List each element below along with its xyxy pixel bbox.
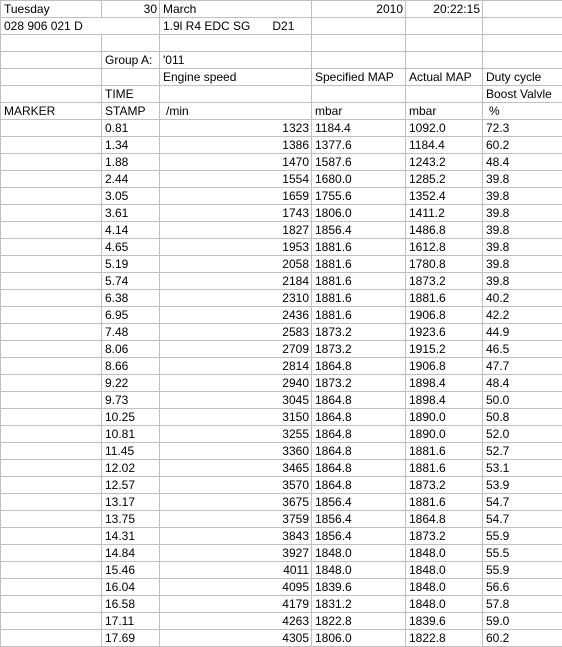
cell-time-stamp[interactable]: 10.25 bbox=[102, 409, 160, 426]
cell-actual-map[interactable]: 1848.0 bbox=[406, 545, 483, 562]
cell-duty-cycle[interactable]: 57.8 bbox=[483, 596, 562, 613]
col-engine-speed-title[interactable]: Engine speed bbox=[160, 69, 312, 86]
cell-engine-speed[interactable]: 2058 bbox=[160, 256, 312, 273]
cell-time-stamp[interactable]: 4.14 bbox=[102, 222, 160, 239]
cell-actual-map[interactable]: 1184.4 bbox=[406, 137, 483, 154]
cell-actual-map[interactable]: 1839.6 bbox=[406, 613, 483, 630]
cell-empty[interactable] bbox=[406, 52, 483, 69]
cell-year[interactable]: 2010 bbox=[312, 1, 406, 18]
cell-engine-speed[interactable]: 4263 bbox=[160, 613, 312, 630]
cell-specified-map[interactable]: 1806.0 bbox=[312, 205, 406, 222]
cell-engine-speed[interactable]: 1827 bbox=[160, 222, 312, 239]
cell-specified-map[interactable]: 1377.6 bbox=[312, 137, 406, 154]
cell-marker[interactable] bbox=[1, 545, 102, 562]
cell-engine-speed[interactable]: 2583 bbox=[160, 324, 312, 341]
table-row bbox=[1, 154, 562, 171]
cell-specified-map[interactable]: 1864.8 bbox=[312, 477, 406, 494]
cell-specified-map[interactable]: 1864.8 bbox=[312, 409, 406, 426]
cell-duty-cycle[interactable]: 47.7 bbox=[483, 358, 562, 375]
cell-specified-map[interactable]: 1831.2 bbox=[312, 596, 406, 613]
cell-duty-cycle[interactable]: 72.3 bbox=[483, 120, 562, 137]
cell-engine-speed[interactable]: 3255 bbox=[160, 426, 312, 443]
cell-actual-map[interactable]: 1486.8 bbox=[406, 222, 483, 239]
cell-marker[interactable] bbox=[1, 443, 102, 460]
cell-empty[interactable] bbox=[483, 35, 562, 52]
cell-actual-map[interactable]: 1881.6 bbox=[406, 443, 483, 460]
cell-specified-map[interactable]: 1587.6 bbox=[312, 154, 406, 171]
cell-marker[interactable] bbox=[1, 630, 102, 647]
cell-month[interactable]: March bbox=[160, 1, 312, 18]
col-stamp-title[interactable]: STAMP bbox=[102, 103, 160, 120]
col-specified-map-title[interactable]: Specified MAP bbox=[312, 69, 406, 86]
cell-engine-speed[interactable]: 4011 bbox=[160, 562, 312, 579]
cell-specified-map[interactable]: 1864.8 bbox=[312, 460, 406, 477]
table-row bbox=[1, 511, 562, 528]
cell-actual-map[interactable]: 1822.8 bbox=[406, 630, 483, 647]
cell-marker[interactable] bbox=[1, 596, 102, 613]
cell-specified-map[interactable]: 1864.8 bbox=[312, 392, 406, 409]
cell-group-value[interactable]: '011 bbox=[160, 52, 312, 69]
cell-time-stamp[interactable]: 2.44 bbox=[102, 171, 160, 188]
cell-specified-map[interactable]: 1873.2 bbox=[312, 324, 406, 341]
cell-actual-map[interactable]: 1873.2 bbox=[406, 273, 483, 290]
cell-time-stamp[interactable]: 14.31 bbox=[102, 528, 160, 545]
cell-empty[interactable] bbox=[483, 52, 562, 69]
cell-marker[interactable] bbox=[1, 375, 102, 392]
cell-specified-map[interactable]: 1755.6 bbox=[312, 188, 406, 205]
cell-time-stamp[interactable]: 16.58 bbox=[102, 596, 160, 613]
cell-engine-speed[interactable]: 4179 bbox=[160, 596, 312, 613]
col-marker-title[interactable]: MARKER bbox=[1, 103, 102, 120]
cell-empty[interactable] bbox=[102, 69, 160, 86]
cell-duty-cycle[interactable]: 50.8 bbox=[483, 409, 562, 426]
cell-engine-speed[interactable]: 3150 bbox=[160, 409, 312, 426]
cell-time-stamp[interactable]: 16.04 bbox=[102, 579, 160, 596]
cell-time-stamp[interactable]: 7.48 bbox=[102, 324, 160, 341]
cell-marker[interactable] bbox=[1, 290, 102, 307]
cell-empty[interactable] bbox=[312, 35, 406, 52]
cell-marker[interactable] bbox=[1, 511, 102, 528]
cell-empty[interactable] bbox=[1, 52, 102, 69]
cell-marker[interactable] bbox=[1, 613, 102, 630]
table-row bbox=[1, 205, 562, 222]
cell-engine-speed[interactable]: 1743 bbox=[160, 205, 312, 222]
cell-duty-cycle[interactable]: 55.9 bbox=[483, 528, 562, 545]
col-duty-cycle-title[interactable]: Duty cycle bbox=[483, 69, 562, 86]
cell-actual-map[interactable]: 1906.8 bbox=[406, 358, 483, 375]
cell-duty-cycle[interactable]: 39.8 bbox=[483, 256, 562, 273]
cell-duty-cycle[interactable]: 50.0 bbox=[483, 392, 562, 409]
cell-duty-cycle[interactable]: 42.2 bbox=[483, 307, 562, 324]
unit-percent: % bbox=[489, 104, 500, 118]
cell-empty[interactable] bbox=[483, 18, 562, 35]
cell-duty-cycle[interactable]: 46.5 bbox=[483, 341, 562, 358]
cell-time-stamp[interactable]: 1.88 bbox=[102, 154, 160, 171]
cell-engine-speed[interactable]: 3360 bbox=[160, 443, 312, 460]
cell-empty[interactable] bbox=[483, 1, 562, 18]
cell-actual-map[interactable]: 1092.0 bbox=[406, 120, 483, 137]
cell-marker[interactable] bbox=[1, 562, 102, 579]
cell-specified-map[interactable]: 1806.0 bbox=[312, 630, 406, 647]
cell-actual-map[interactable]: 1864.8 bbox=[406, 511, 483, 528]
cell-actual-map[interactable]: 1848.0 bbox=[406, 579, 483, 596]
cell-actual-map[interactable]: 1915.2 bbox=[406, 341, 483, 358]
cell-engine-speed[interactable]: 1323 bbox=[160, 120, 312, 137]
cell-actual-map[interactable]: 1881.6 bbox=[406, 494, 483, 511]
cell-duty-cycle[interactable]: 48.4 bbox=[483, 375, 562, 392]
cell-engine-speed[interactable]: 1659 bbox=[160, 188, 312, 205]
col-duty-cycle-unit[interactable] bbox=[483, 103, 562, 120]
cell-time-stamp[interactable]: 5.19 bbox=[102, 256, 160, 273]
cell-marker[interactable] bbox=[1, 120, 102, 137]
cell-marker[interactable] bbox=[1, 528, 102, 545]
table-row bbox=[1, 375, 562, 392]
table-row bbox=[1, 409, 562, 426]
cell-duty-cycle[interactable]: 60.2 bbox=[483, 630, 562, 647]
cell-specified-map[interactable]: 1184.4 bbox=[312, 120, 406, 137]
cell-duty-cycle[interactable]: 55.5 bbox=[483, 545, 562, 562]
cell-engine-speed[interactable]: 1386 bbox=[160, 137, 312, 154]
cell-actual-map[interactable]: 1873.2 bbox=[406, 477, 483, 494]
cell-specified-map[interactable]: 1822.8 bbox=[312, 613, 406, 630]
cell-duty-cycle[interactable]: 55.9 bbox=[483, 562, 562, 579]
cell-marker[interactable] bbox=[1, 239, 102, 256]
cell-marker[interactable] bbox=[1, 341, 102, 358]
cell-marker[interactable] bbox=[1, 171, 102, 188]
cell-day[interactable]: Tuesday bbox=[1, 1, 102, 18]
cell-specified-map[interactable]: 1680.0 bbox=[312, 171, 406, 188]
col-specified-map-unit[interactable]: mbar bbox=[312, 103, 406, 120]
cell-actual-map[interactable]: 1881.6 bbox=[406, 460, 483, 477]
column-unit-row bbox=[1, 103, 562, 120]
cell-specified-map[interactable]: 1856.4 bbox=[312, 222, 406, 239]
cell-part-number[interactable]: 028 906 021 D bbox=[1, 18, 160, 35]
cell-time-stamp[interactable]: 13.17 bbox=[102, 494, 160, 511]
column-subtitle-row bbox=[1, 86, 562, 103]
cell-empty[interactable] bbox=[160, 35, 312, 52]
cell-time-stamp[interactable]: 8.66 bbox=[102, 358, 160, 375]
cell-specified-map[interactable]: 1856.4 bbox=[312, 511, 406, 528]
cell-time-stamp[interactable]: 15.46 bbox=[102, 562, 160, 579]
cell-specified-map[interactable]: 1881.6 bbox=[312, 256, 406, 273]
cell-empty[interactable] bbox=[406, 18, 483, 35]
col-actual-map-title[interactable]: Actual MAP bbox=[406, 69, 483, 86]
cell-specified-map[interactable]: 1848.0 bbox=[312, 545, 406, 562]
cell-actual-map[interactable]: 1898.4 bbox=[406, 392, 483, 409]
cell-time-stamp[interactable]: 11.45 bbox=[102, 443, 160, 460]
cell-empty[interactable] bbox=[406, 35, 483, 52]
table-row bbox=[1, 239, 562, 256]
cell-actual-map[interactable]: 1848.0 bbox=[406, 562, 483, 579]
cell-time-stamp[interactable]: 13.75 bbox=[102, 511, 160, 528]
cell-actual-map[interactable]: 1243.2 bbox=[406, 154, 483, 171]
cell-engine[interactable] bbox=[160, 18, 312, 35]
cell-time-stamp[interactable]: 6.95 bbox=[102, 307, 160, 324]
cell-duty-cycle[interactable]: 44.9 bbox=[483, 324, 562, 341]
cell-duty-cycle[interactable]: 39.8 bbox=[483, 205, 562, 222]
table-row bbox=[1, 460, 562, 477]
cell-time-stamp[interactable]: 12.57 bbox=[102, 477, 160, 494]
cell-specified-map[interactable]: 1881.6 bbox=[312, 273, 406, 290]
cell-engine-speed[interactable]: 4305 bbox=[160, 630, 312, 647]
cell-marker[interactable] bbox=[1, 205, 102, 222]
cell-time-stamp[interactable]: 14.84 bbox=[102, 545, 160, 562]
cell-marker[interactable] bbox=[1, 307, 102, 324]
cell-duty-cycle[interactable]: 54.7 bbox=[483, 511, 562, 528]
cell-marker[interactable] bbox=[1, 188, 102, 205]
cell-time-stamp[interactable]: 6.38 bbox=[102, 290, 160, 307]
cell-engine-speed[interactable]: 3675 bbox=[160, 494, 312, 511]
cell-actual-map[interactable]: 1881.6 bbox=[406, 290, 483, 307]
cell-actual-map[interactable]: 1906.8 bbox=[406, 307, 483, 324]
cell-specified-map[interactable]: 1856.4 bbox=[312, 528, 406, 545]
cell-duty-cycle[interactable]: 48.4 bbox=[483, 154, 562, 171]
cell-specified-map[interactable]: 1881.6 bbox=[312, 307, 406, 324]
column-title-row bbox=[1, 69, 562, 86]
table-row bbox=[1, 137, 562, 154]
cell-actual-map[interactable]: 1848.0 bbox=[406, 596, 483, 613]
cell-time-stamp[interactable]: 9.73 bbox=[102, 392, 160, 409]
cell-marker[interactable] bbox=[1, 358, 102, 375]
engine-name: 1.9l R4 EDC SG bbox=[163, 19, 251, 33]
cell-empty[interactable] bbox=[102, 35, 160, 52]
table-row bbox=[1, 307, 562, 324]
cell-actual-map[interactable]: 1890.0 bbox=[406, 426, 483, 443]
cell-duty-cycle[interactable]: 39.8 bbox=[483, 222, 562, 239]
cell-marker[interactable] bbox=[1, 477, 102, 494]
table-row bbox=[1, 545, 562, 562]
cell-actual-map[interactable]: 1890.0 bbox=[406, 409, 483, 426]
cell-specified-map[interactable]: 1848.0 bbox=[312, 562, 406, 579]
cell-marker[interactable] bbox=[1, 409, 102, 426]
table-row bbox=[1, 273, 562, 290]
table-row bbox=[1, 392, 562, 409]
col-boost-valve-title[interactable]: Boost Valvle bbox=[483, 86, 562, 103]
cell-specified-map[interactable]: 1839.6 bbox=[312, 579, 406, 596]
cell-actual-map[interactable]: 1873.2 bbox=[406, 528, 483, 545]
cell-marker[interactable] bbox=[1, 579, 102, 596]
cell-engine-speed[interactable]: 3759 bbox=[160, 511, 312, 528]
cell-engine-speed[interactable]: 3927 bbox=[160, 545, 312, 562]
cell-duty-cycle[interactable]: 52.7 bbox=[483, 443, 562, 460]
cell-time-stamp[interactable]: 1.34 bbox=[102, 137, 160, 154]
cell-actual-map[interactable]: 1352.4 bbox=[406, 188, 483, 205]
table-row bbox=[1, 630, 562, 647]
table-row bbox=[1, 222, 562, 239]
cell-marker[interactable] bbox=[1, 154, 102, 171]
cell-engine-speed[interactable]: 2814 bbox=[160, 358, 312, 375]
cell-marker[interactable] bbox=[1, 222, 102, 239]
cell-duty-cycle[interactable]: 60.2 bbox=[483, 137, 562, 154]
cell-duty-cycle[interactable]: 59.0 bbox=[483, 613, 562, 630]
cell-engine-speed[interactable]: 3843 bbox=[160, 528, 312, 545]
cell-specified-map[interactable]: 1864.8 bbox=[312, 443, 406, 460]
cell-time-stamp[interactable]: 3.61 bbox=[102, 205, 160, 222]
table-row bbox=[1, 562, 562, 579]
cell-time-stamp[interactable]: 9.22 bbox=[102, 375, 160, 392]
cell-duty-cycle[interactable]: 39.8 bbox=[483, 273, 562, 290]
cell-group-label[interactable]: Group A: bbox=[102, 52, 160, 69]
cell-engine-speed[interactable]: 4095 bbox=[160, 579, 312, 596]
table-row bbox=[1, 579, 562, 596]
table-row bbox=[1, 324, 562, 341]
table-row bbox=[1, 528, 562, 545]
cell-marker[interactable] bbox=[1, 256, 102, 273]
cell-empty[interactable] bbox=[312, 52, 406, 69]
cell-specified-map[interactable]: 1873.2 bbox=[312, 375, 406, 392]
cell-actual-map[interactable]: 1612.8 bbox=[406, 239, 483, 256]
cell-duty-cycle[interactable]: 40.2 bbox=[483, 290, 562, 307]
table-row bbox=[1, 120, 562, 137]
cell-time-stamp[interactable]: 10.81 bbox=[102, 426, 160, 443]
cell-time-stamp[interactable]: 4.65 bbox=[102, 239, 160, 256]
cell-actual-map[interactable]: 1898.4 bbox=[406, 375, 483, 392]
cell-actual-map[interactable]: 1780.8 bbox=[406, 256, 483, 273]
table-row bbox=[1, 171, 562, 188]
cell-actual-map[interactable]: 1923.6 bbox=[406, 324, 483, 341]
cell-engine-speed[interactable]: 2184 bbox=[160, 273, 312, 290]
cell-duty-cycle[interactable]: 53.1 bbox=[483, 460, 562, 477]
cell-marker[interactable] bbox=[1, 273, 102, 290]
cell-specified-map[interactable]: 1856.4 bbox=[312, 494, 406, 511]
unit-per-min: /min bbox=[166, 104, 189, 118]
cell-empty[interactable] bbox=[1, 86, 102, 103]
cell-empty[interactable] bbox=[160, 86, 312, 103]
table-row bbox=[1, 290, 562, 307]
cell-duty-cycle[interactable]: 39.8 bbox=[483, 188, 562, 205]
cell-specified-map[interactable]: 1881.6 bbox=[312, 290, 406, 307]
cell-engine-speed[interactable]: 2709 bbox=[160, 341, 312, 358]
cell-engine-speed[interactable]: 2436 bbox=[160, 307, 312, 324]
engine-code: D21 bbox=[272, 19, 295, 33]
table-row bbox=[1, 426, 562, 443]
cell-time-stamp[interactable]: 8.06 bbox=[102, 341, 160, 358]
cell-date-num[interactable]: 30 bbox=[102, 1, 160, 18]
cell-specified-map[interactable]: 1864.8 bbox=[312, 358, 406, 375]
cell-engine-speed[interactable]: 3465 bbox=[160, 460, 312, 477]
cell-marker[interactable] bbox=[1, 392, 102, 409]
col-actual-map-unit[interactable]: mbar bbox=[406, 103, 483, 120]
cell-empty[interactable] bbox=[1, 69, 102, 86]
cell-time-stamp[interactable]: 3.05 bbox=[102, 188, 160, 205]
cell-engine-speed[interactable]: 3570 bbox=[160, 477, 312, 494]
cell-specified-map[interactable]: 1881.6 bbox=[312, 239, 406, 256]
cell-marker[interactable] bbox=[1, 324, 102, 341]
cell-time[interactable]: 20:22:15 bbox=[406, 1, 483, 18]
col-engine-speed-unit[interactable] bbox=[160, 103, 312, 120]
cell-duty-cycle[interactable]: 52.0 bbox=[483, 426, 562, 443]
table-row bbox=[1, 477, 562, 494]
cell-time-stamp[interactable]: 12.02 bbox=[102, 460, 160, 477]
table-row bbox=[1, 596, 562, 613]
cell-time-stamp[interactable]: 17.11 bbox=[102, 613, 160, 630]
cell-engine-speed[interactable]: 1554 bbox=[160, 171, 312, 188]
table-row bbox=[1, 341, 562, 358]
cell-marker[interactable] bbox=[1, 426, 102, 443]
cell-duty-cycle[interactable]: 54.7 bbox=[483, 494, 562, 511]
table-row bbox=[1, 443, 562, 460]
cell-empty[interactable] bbox=[312, 86, 406, 103]
cell-actual-map[interactable]: 1411.2 bbox=[406, 205, 483, 222]
cell-engine-speed[interactable]: 1470 bbox=[160, 154, 312, 171]
cell-marker[interactable] bbox=[1, 460, 102, 477]
cell-empty[interactable] bbox=[1, 35, 102, 52]
header-row-2 bbox=[1, 18, 562, 35]
table-row bbox=[1, 613, 562, 630]
cell-marker[interactable] bbox=[1, 137, 102, 154]
cell-empty[interactable] bbox=[406, 86, 483, 103]
cell-engine-speed[interactable]: 3045 bbox=[160, 392, 312, 409]
table-row bbox=[1, 358, 562, 375]
col-time-title[interactable]: TIME bbox=[102, 86, 160, 103]
cell-engine-speed[interactable]: 1953 bbox=[160, 239, 312, 256]
cell-duty-cycle[interactable]: 39.8 bbox=[483, 239, 562, 256]
blank-row bbox=[1, 35, 562, 52]
table-row bbox=[1, 494, 562, 511]
cell-specified-map[interactable]: 1873.2 bbox=[312, 341, 406, 358]
cell-time-stamp[interactable]: 17.69 bbox=[102, 630, 160, 647]
cell-specified-map[interactable]: 1864.8 bbox=[312, 426, 406, 443]
cell-engine-speed[interactable]: 2310 bbox=[160, 290, 312, 307]
cell-time-stamp[interactable]: 5.74 bbox=[102, 273, 160, 290]
group-row bbox=[1, 52, 562, 69]
cell-actual-map[interactable]: 1285.2 bbox=[406, 171, 483, 188]
header-row-1 bbox=[1, 1, 562, 18]
cell-duty-cycle[interactable]: 56.6 bbox=[483, 579, 562, 596]
cell-duty-cycle[interactable]: 39.8 bbox=[483, 171, 562, 188]
cell-empty[interactable] bbox=[312, 18, 406, 35]
cell-engine-speed[interactable]: 2940 bbox=[160, 375, 312, 392]
table-row bbox=[1, 256, 562, 273]
cell-marker[interactable] bbox=[1, 494, 102, 511]
cell-time-stamp[interactable]: 0.81 bbox=[102, 120, 160, 137]
table-row bbox=[1, 188, 562, 205]
cell-duty-cycle[interactable]: 53.9 bbox=[483, 477, 562, 494]
